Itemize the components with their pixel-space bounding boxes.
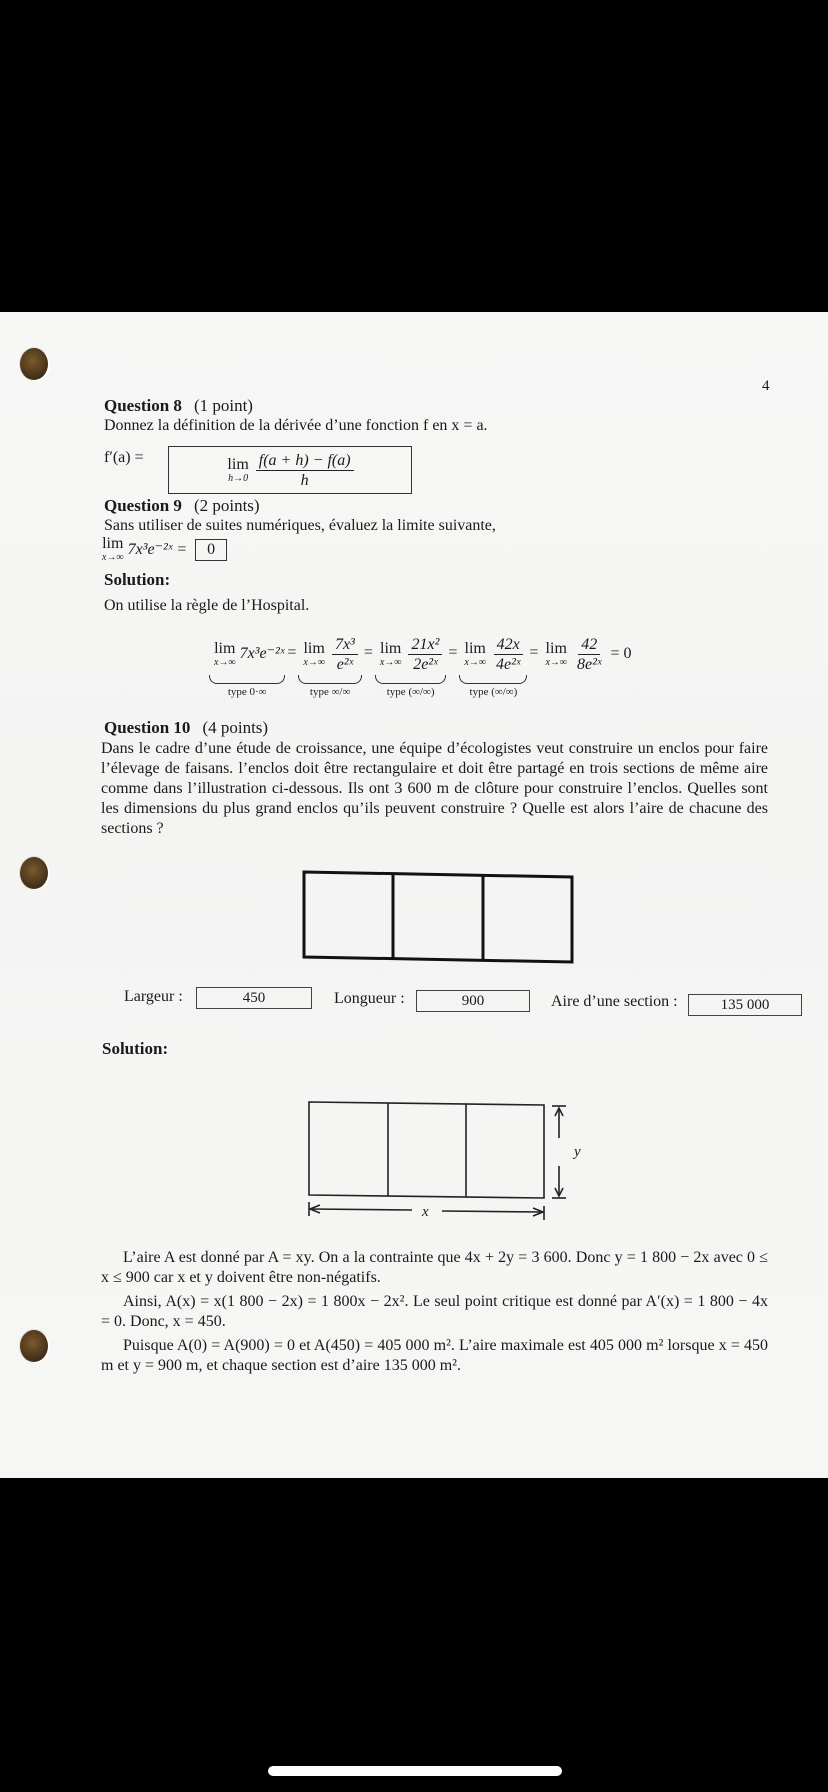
length-label: Longueur :	[334, 990, 405, 1007]
indeterminate-type: type 0·∞	[227, 686, 267, 698]
difference-quotient: $\frac{f(a + h) - f(a)}{h}$	[256, 451, 354, 490]
binder-hole	[20, 857, 48, 889]
limit-answer-box: 0	[195, 539, 227, 561]
y-label: y	[574, 1144, 581, 1160]
solution-label: Solution:	[104, 570, 171, 589]
underbrace	[209, 675, 285, 684]
underbrace	[298, 675, 361, 684]
question-9-title	[104, 496, 260, 516]
step-4: lim x→∞ $\frac{42}{\text{8e²ˣ}}$ = 0	[545, 635, 632, 673]
question-points: (2 points)	[193, 496, 260, 515]
enclosure-illustration	[300, 868, 576, 968]
question-points: (4 points)	[202, 718, 269, 737]
section-area-field[interactable]: 135 000	[688, 994, 802, 1016]
step-3: lim x→∞ $\frac{42x}{\text{4e²ˣ}}$ type (∞/∞)	[460, 634, 526, 698]
derivative-answer-box	[168, 446, 412, 494]
question-points: (1 point)	[193, 396, 253, 415]
indeterminate-type: type (∞/∞)	[469, 686, 518, 698]
step-0: lim x→∞ 7x³e⁻²ˣ type 0·∞	[210, 634, 284, 698]
indeterminate-type: type ∞/∞	[309, 686, 351, 698]
indeterminate-type: type (∞/∞)	[386, 686, 435, 698]
final-result: = 0	[610, 645, 632, 662]
question-10-title	[104, 718, 268, 738]
underbrace	[375, 675, 446, 684]
section-area-label: Aire d’une section :	[551, 993, 678, 1010]
question-8-title	[104, 396, 253, 416]
question-title: Question 10	[104, 718, 191, 737]
question-9-prompt: Sans utiliser de suites numériques, évaluez la limite suivante,	[104, 517, 496, 534]
question-title: Question 8	[104, 396, 182, 415]
question-title: Question 9	[104, 496, 182, 515]
document-page	[0, 312, 828, 1478]
binder-hole	[20, 348, 48, 380]
enclosure-outline	[304, 872, 572, 962]
solution-intro: On utilise la règle de l’Hospital.	[104, 597, 310, 614]
enclosure-outline	[309, 1102, 544, 1198]
solution-diagram	[300, 1092, 580, 1222]
x-arrow	[310, 1209, 412, 1210]
limit-expression: lim x→∞ 7x³e⁻²ˣ = 0	[102, 536, 227, 563]
hospital-derivation: lim x→∞ 7x³e⁻²ˣ type 0·∞ = lim x→∞ $\frac{\text{7x³}}{\text{e²ˣ}}$ type ∞/∞ = lim x→∞ $\frac{\text{21x²}}{\text{2e²ˣ}}$ type (∞/∞) = lim x→∞ $\frac{42x}{\text{4e²ˣ}}$ type (∞/∞) = lim x→∞ $\frac{42}{\text{8e²ˣ}}$ = 0	[210, 634, 634, 698]
width-label: Largeur :	[124, 988, 183, 1005]
home-indicator[interactable]	[268, 1766, 562, 1776]
length-field[interactable]: 900	[416, 990, 530, 1012]
question-8-prompt: Donnez la définition de la dérivée d’une fonction f en x = a.	[104, 417, 488, 434]
width-field[interactable]: 450	[196, 987, 312, 1009]
step-2: lim x→∞ $\frac{\text{21x²}}{\text{2e²ˣ}}$ type (∞/∞)	[376, 634, 445, 698]
solution-label: Solution:	[102, 1039, 169, 1058]
step-1: lim x→∞ $\frac{\text{7x³}}{\text{e²ˣ}}$ type ∞/∞	[299, 634, 360, 698]
solution-paragraph-1: L’aire A est donné par A = xy. On a la contrainte que 4x + 2y = 3 600. Donc y = 1 800 − 2x avec 0 ≤ x ≤ 900 car x et y doivent être non-négatifs.	[101, 1249, 768, 1286]
limit-operator: lim h→0	[227, 455, 249, 484]
x-label: x	[422, 1204, 429, 1220]
page-number: 4	[762, 378, 770, 394]
derivative-lhs: f′(a) =	[104, 449, 144, 466]
underbrace	[459, 675, 527, 684]
solution-paragraph-2: Ainsi, A(x) = x(1 800 − 2x) = 1 800x − 2x². Le seul point critique est donné par A′(x) = 1 800 − 4x = 0. Donc, x = 450.	[101, 1293, 768, 1330]
question-10-prompt: Dans le cadre d’une étude de croissance, une équipe d’écologistes veut construire un enclos pour faire l’élevage de faisans. l’enclos doit être rectangulaire et doit être partagé en trois sections de même aire comme dans l’illustration ci-dessous. Ils ont 3 600 m de clôture pour construire l’enclos. Quelles sont les dimensions du plus grand enclos qu’ils peuvent construire ? Quelle est alors l’aire de chacune des sections ?	[101, 740, 768, 837]
binder-hole	[20, 1330, 48, 1362]
x-arrow	[442, 1211, 543, 1212]
solution-paragraph-3: Puisque A(0) = A(900) = 0 et A(450) = 405 000 m². L’aire maximale est 405 000 m² lorsque x = 450 m et y = 900 m, et chaque section est d’aire 135 000 m².	[101, 1337, 768, 1374]
